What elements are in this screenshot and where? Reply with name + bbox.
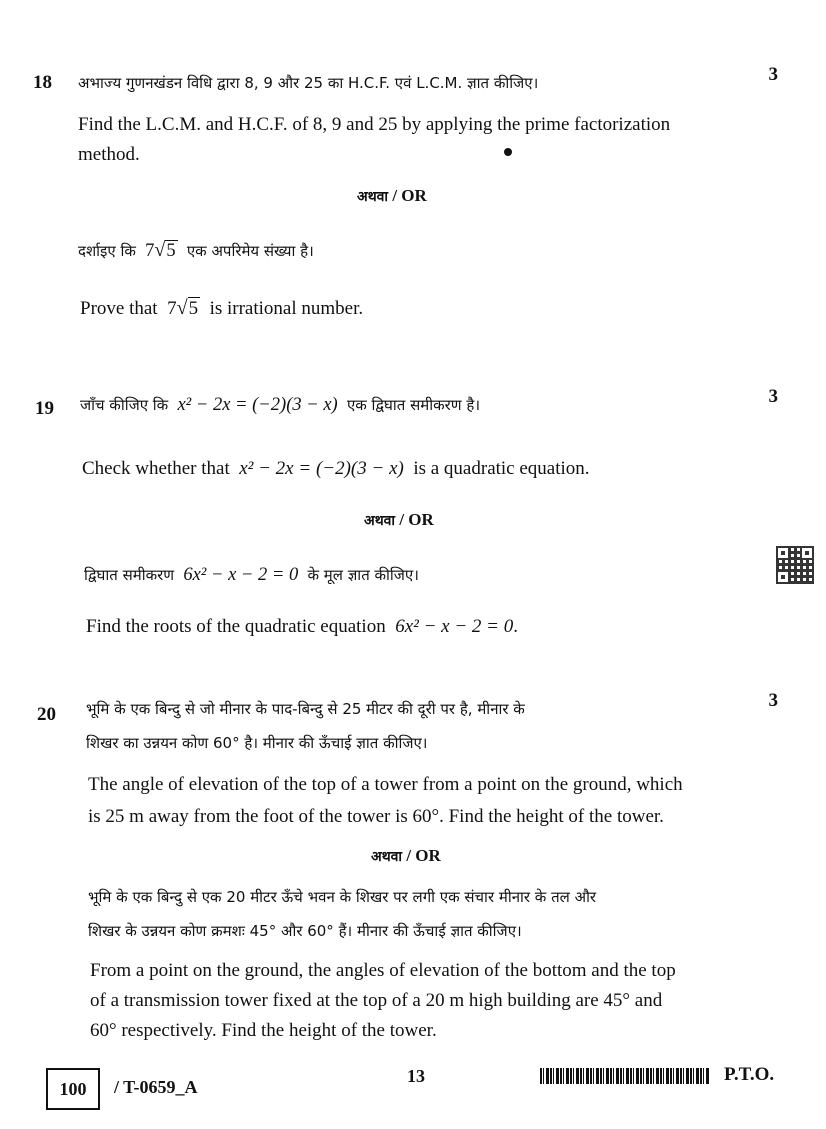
radicand: 5 bbox=[188, 298, 199, 319]
seven-root-five bbox=[167, 298, 200, 319]
english-pre: Check whether that bbox=[82, 458, 230, 479]
or-hindi: अथवा bbox=[371, 849, 403, 865]
or-english: OR bbox=[408, 510, 434, 529]
alt-hindi-post: एक अपरिमेय संख्या है। bbox=[186, 242, 314, 260]
question-20-alt-english-line-3: 60° respectively. Find the height of the tower. bbox=[90, 1020, 437, 1041]
alt-equation: 6x² − x − 2 = 0 bbox=[183, 565, 299, 585]
alt-english-pre: Prove that bbox=[80, 298, 158, 319]
question-20-alt-english-line-2: of a transmission tower fixed at the top of a 20 m high building are 45° and bbox=[90, 990, 663, 1011]
or-hindi: अथवा bbox=[364, 513, 396, 529]
sqrt-symbol: √5 bbox=[154, 239, 176, 261]
coefficient: 7 bbox=[167, 298, 177, 319]
or-english: OR bbox=[415, 846, 441, 865]
question-19-alt-hindi bbox=[84, 564, 419, 586]
question-20-alt-hindi-line-2: शिखर के उन्नयन कोण क्रमशः 45° और 60° हैं। मीनार की ऊँचाई ज्ञात कीजिए। bbox=[88, 922, 522, 940]
hindi-pre: जाँच कीजिए कि bbox=[80, 396, 169, 414]
alt-english-post: . bbox=[513, 616, 518, 637]
stray-dot bbox=[504, 148, 512, 156]
question-18-hindi: अभाज्य गुणनखंडन विधि द्वारा 8, 9 और 25 का H.C.F. एवं L.C.M. ज्ञात कीजिए। bbox=[78, 74, 539, 92]
question-19-marks: 3 bbox=[768, 386, 778, 407]
alt-hindi-pre: द्विघात समीकरण bbox=[84, 566, 175, 584]
alt-english-post: is irrational number. bbox=[209, 298, 364, 319]
or-hindi: अथवा bbox=[357, 189, 389, 205]
or-english: OR bbox=[401, 186, 427, 205]
footer-page-number: 13 bbox=[407, 1066, 425, 1086]
alt-equation: 6x² − x − 2 = 0 bbox=[395, 616, 514, 637]
question-20-number: 20 bbox=[37, 704, 56, 725]
question-18-alt-english bbox=[80, 296, 363, 321]
footer-box-number: 100 bbox=[46, 1068, 100, 1110]
seven-root-five bbox=[145, 241, 177, 261]
barcode-icon bbox=[540, 1068, 710, 1084]
question-18-english-line-2: method. bbox=[78, 144, 140, 165]
question-19-number: 19 bbox=[35, 398, 54, 419]
question-20-alt-english-line-1: From a point on the ground, the angles of elevation of the bottom and the top bbox=[90, 960, 676, 981]
question-20-marks: 3 bbox=[768, 690, 778, 711]
question-19-hindi bbox=[80, 394, 480, 416]
alt-hindi-post: के मूल ज्ञात कीजिए। bbox=[307, 566, 419, 584]
question-19-english bbox=[82, 458, 590, 481]
coefficient: 7 bbox=[145, 241, 155, 261]
qr-code-icon bbox=[776, 546, 814, 584]
footer-paper-code: / T-0659_A bbox=[114, 1077, 198, 1097]
radicand: 5 bbox=[166, 241, 176, 261]
question-20-hindi-line-1: भूमि के एक बिन्दु से जो मीनार के पाद-बिन्दु से 25 मीटर की दूरी पर है, मीनार के bbox=[86, 700, 525, 718]
question-18-marks: 3 bbox=[768, 64, 778, 85]
alt-hindi-pre: दर्शाइए कि bbox=[78, 242, 136, 260]
question-18-or-divider: अथवा / OR bbox=[357, 186, 427, 205]
sqrt-symbol: √5 bbox=[176, 297, 199, 319]
footer-pto: P.T.O. bbox=[724, 1064, 775, 1085]
question-20-or-divider: अथवा / OR bbox=[371, 846, 441, 865]
question-18-english-line-1: Find the L.C.M. and H.C.F. of 8, 9 and 25 by applying the prime factorization bbox=[78, 114, 671, 135]
hindi-post: एक द्विघात समीकरण है। bbox=[346, 396, 481, 414]
question-20-hindi-line-2: शिखर का उन्नयन कोण 60° है। मीनार की ऊँचाई ज्ञात कीजिए। bbox=[86, 734, 428, 752]
question-19-alt-english bbox=[86, 616, 518, 639]
question-18-alt-hindi bbox=[78, 238, 314, 262]
question-20-english-line-2: is 25 m away from the foot of the tower is 60°. Find the height of the tower. bbox=[88, 806, 664, 827]
alt-english-pre: Find the roots of the quadratic equation bbox=[86, 616, 386, 637]
english-post: is a quadratic equation. bbox=[413, 458, 590, 479]
question-19-or-divider: अथवा / OR bbox=[364, 510, 434, 529]
question-20-english-line-1: The angle of elevation of the top of a tower from a point on the ground, which bbox=[88, 774, 683, 795]
question-20-alt-hindi-line-1: भूमि के एक बिन्दु से एक 20 मीटर ऊँचे भवन के शिखर पर लगी एक संचार मीनार के तल और bbox=[88, 888, 597, 906]
equation: x² − 2x = (−2)(3 − x) bbox=[239, 458, 404, 479]
equation: x² − 2x = (−2)(3 − x) bbox=[177, 395, 338, 415]
question-18-number: 18 bbox=[33, 72, 52, 93]
